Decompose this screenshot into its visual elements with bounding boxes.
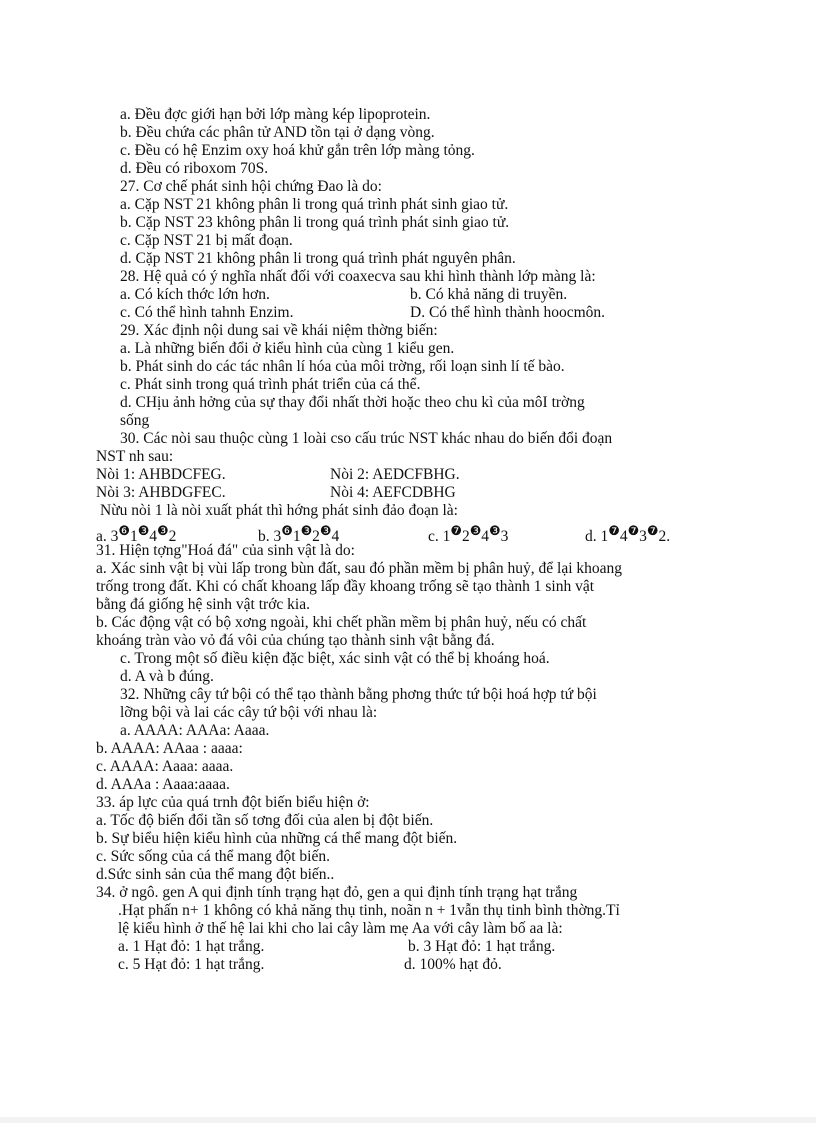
q33-option-a: a. Tốc độ biến đổi tần số tơng đối của alen bị đột biến. xyxy=(96,812,434,829)
q31-option-a: a. Xác sinh vật bị vùi lấp trong bùn đất, sau đó phần mềm bị phân huỷ, để lại khoang xyxy=(96,560,623,577)
seq-text: 3 xyxy=(500,528,509,546)
q31-option-b-cont: khoáng tràn vào vỏ đá vôi của chúng tạo thành sinh vật bằng đá. xyxy=(96,632,495,649)
arrow-icon: ❸ xyxy=(489,523,501,538)
q28-option-d: D. Có thể hình thành hoocmôn. xyxy=(410,304,606,321)
q27-question: 27. Cơ chế phát sinh hội chứng Đao là do: xyxy=(120,178,382,195)
q31-option-a-cont1: trống trong đất. Khi có chất khoang lấp đầy khoang trống sẽ tạo thành 1 sinh vật xyxy=(96,578,595,595)
q28-question: 28. Hệ quả có ý nghĩa nhất đối với coaxecva sau khi hình thành lớp màng là: xyxy=(120,268,596,285)
q30-race-3: Nòi 3: AHBDGFEC. xyxy=(96,484,226,501)
q29-option-d: d. CHịu ảnh hởng của sự thay đổi nhất thời hoặc theo chu kì của môI trờng xyxy=(120,394,585,411)
arrow-icon: ❼ xyxy=(608,523,620,538)
seq-text: c. 1 xyxy=(428,528,451,546)
q33-option-b: b. Sự biểu hiện kiểu hình của những cá thể mang đột biến. xyxy=(96,830,458,847)
q26-option-b: b. Đều chứa các phân tử AND tồn tại ở dạng vòng. xyxy=(120,124,435,141)
q26-option-c: c. Đều có hệ Enzim oxy hoá khử gắn trên lớp màng tỏng. xyxy=(120,142,475,159)
arrow-icon: ❸ xyxy=(319,523,332,538)
q29-option-c: c. Phát sinh trong quá trình phát triển của cá thể. xyxy=(120,376,421,393)
q29-option-d-cont: sống xyxy=(120,412,150,429)
arrow-icon: ❸ xyxy=(157,523,169,538)
q27-option-a: a. Cặp NST 21 không phân li trong quá trình phát sinh giao tử. xyxy=(120,196,509,213)
q34-question-cont1: .Hạt phấn n+ 1 không có khả năng thụ tinh, noãn n + 1vẫn thụ tinh bình thờng.Tỉ xyxy=(118,902,620,919)
seq-text: 1 xyxy=(292,528,301,546)
q32-option-c: c. AAAA: Aaaa: aaaa. xyxy=(96,758,234,775)
q29-option-a: a. Là những biến đổi ở kiểu hình của cùng 1 kiểu gen. xyxy=(120,340,455,357)
q26-option-d: d. Đều có riboxom 70S. xyxy=(120,160,269,177)
arrow-icon: ❻ xyxy=(281,523,293,538)
q27-option-c: c. Cặp NST 21 bị mất đoạn. xyxy=(120,232,293,249)
page-bottom-strip xyxy=(0,1117,816,1123)
q32-question-cont: lỡng bội và lai các cây tứ bội với nhau là: xyxy=(120,704,378,721)
seq-text: 4 xyxy=(331,528,340,546)
seq-text: 2 xyxy=(461,528,470,546)
seq-text: 2 xyxy=(312,528,320,546)
q34-option-c: c. 5 Hạt đỏ: 1 hạt trắng. xyxy=(118,956,265,973)
q30-race-2: Nòi 2: AEDCFBHG. xyxy=(330,466,460,483)
q31-question: 31. Hiện tợng"Hoá đá" của sinh vật là do: xyxy=(96,542,355,559)
q29-question: 29. Xác định nội dung sai về khái niệm thờng biến: xyxy=(120,322,438,339)
q31-option-b: b. Các động vật có bộ xơng ngoài, khi chết phần mềm bị phân huỷ, nếu có chất xyxy=(96,614,587,631)
seq-text: 1 xyxy=(129,528,138,546)
seq-text: 4 xyxy=(149,528,158,546)
q34-option-b: b. 3 Hạt đỏ: 1 hạt trắng. xyxy=(408,938,556,955)
q33-option-d: d.Sức sinh sản của thể mang đột biến.. xyxy=(96,866,335,883)
q33-question: 33. áp lực của quá trnh đột biến biểu hiện ở: xyxy=(96,794,370,811)
q26-option-a: a. Đều đợc giới hạn bởi lớp màng kép lipoprotein. xyxy=(120,106,431,123)
seq-text: 2 xyxy=(168,528,177,546)
q32-option-b: b. AAAA: AAaa : aaaa: xyxy=(96,740,243,757)
q34-question-cont2: lệ kiểu hình ở thế hệ lai khi cho lai cây làm mẹ Aa với cây làm bố aa là: xyxy=(118,920,563,937)
arrow-icon: ❸ xyxy=(137,523,150,538)
seq-text: 4 xyxy=(619,528,628,546)
seq-text: d. 1 xyxy=(585,528,609,546)
seq-text: 3 xyxy=(639,528,647,546)
q31-option-d: d. A và b đúng. xyxy=(120,668,214,685)
q34-option-d: d. 100% hạt đỏ. xyxy=(404,956,502,973)
q32-option-a: a. AAAA: AAAa: Aaaa. xyxy=(120,722,270,739)
q31-option-c: c. Trong một số điều kiện đặc biệt, xác sinh vật có thể bị khoáng hoá. xyxy=(120,650,550,667)
q27-option-b: b. Cặp NST 23 không phân li trong quá trình phát sinh giao tử. xyxy=(120,214,510,231)
q27-option-d: d. Cặp NST 21 không phân li trong quá trình phát nguyên phân. xyxy=(120,250,516,267)
q34-question: 34. ở ngô. gen A qui định tính trạng hạt đỏ, gen a qui định tính trạng hạt trắng xyxy=(96,884,578,901)
seq-text: a. 3 xyxy=(96,528,119,546)
arrow-icon: ❸ xyxy=(469,523,482,538)
arrow-icon: ❼ xyxy=(646,523,659,538)
arrow-icon: ❼ xyxy=(627,523,640,538)
q28-option-c: c. Có thể hình tahnh Enzim. xyxy=(120,304,294,321)
q31-option-a-cont2: bằng đá giống hệ sinh vật trớc kia. xyxy=(96,596,310,613)
q30-prompt: Nừu nòi 1 là nòi xuất phát thì hớng phát sinh đảo đoạn là: xyxy=(100,502,458,519)
seq-text: 4 xyxy=(481,528,490,546)
q33-option-c: c. Sức sống của cá thể mang đột biến. xyxy=(96,848,330,865)
q30-option-c xyxy=(428,522,508,546)
q32-question: 32. Những cây tứ bội có thể tạo thành bằng phơng thức tứ bội hoá hợp tứ bội xyxy=(120,686,597,703)
arrow-icon: ❻ xyxy=(118,523,130,538)
q32-option-d: d. AAAa : Aaaa:aaaa. xyxy=(96,776,230,793)
arrow-icon: ❸ xyxy=(300,523,313,538)
q30-question: 30. Các nòi sau thuộc cùng 1 loài cso cấu trúc NST khác nhau do biến đổi đoạn xyxy=(120,430,613,447)
seq-text: b. 3 xyxy=(258,528,282,546)
seq-text: 2. xyxy=(658,528,671,546)
q30-option-d xyxy=(585,522,670,546)
q28-option-b: b. Có khả năng di truyền. xyxy=(410,286,568,303)
q29-option-b: b. Phát sinh do các tác nhân lí hóa của môi trờng, rối loạn sinh lí tế bào. xyxy=(120,358,565,375)
q30-question-cont: NST nh sau: xyxy=(96,448,174,465)
q30-race-4: Nòi 4: AEFCDBHG xyxy=(330,484,456,501)
arrow-icon: ❼ xyxy=(450,523,462,538)
q28-option-a: a. Có kích thớc lớn hơn. xyxy=(120,286,270,303)
q30-race-1: Nòi 1: AHBDCFEG. xyxy=(96,466,226,483)
q34-option-a: a. 1 Hạt đỏ: 1 hạt trắng. xyxy=(118,938,265,955)
